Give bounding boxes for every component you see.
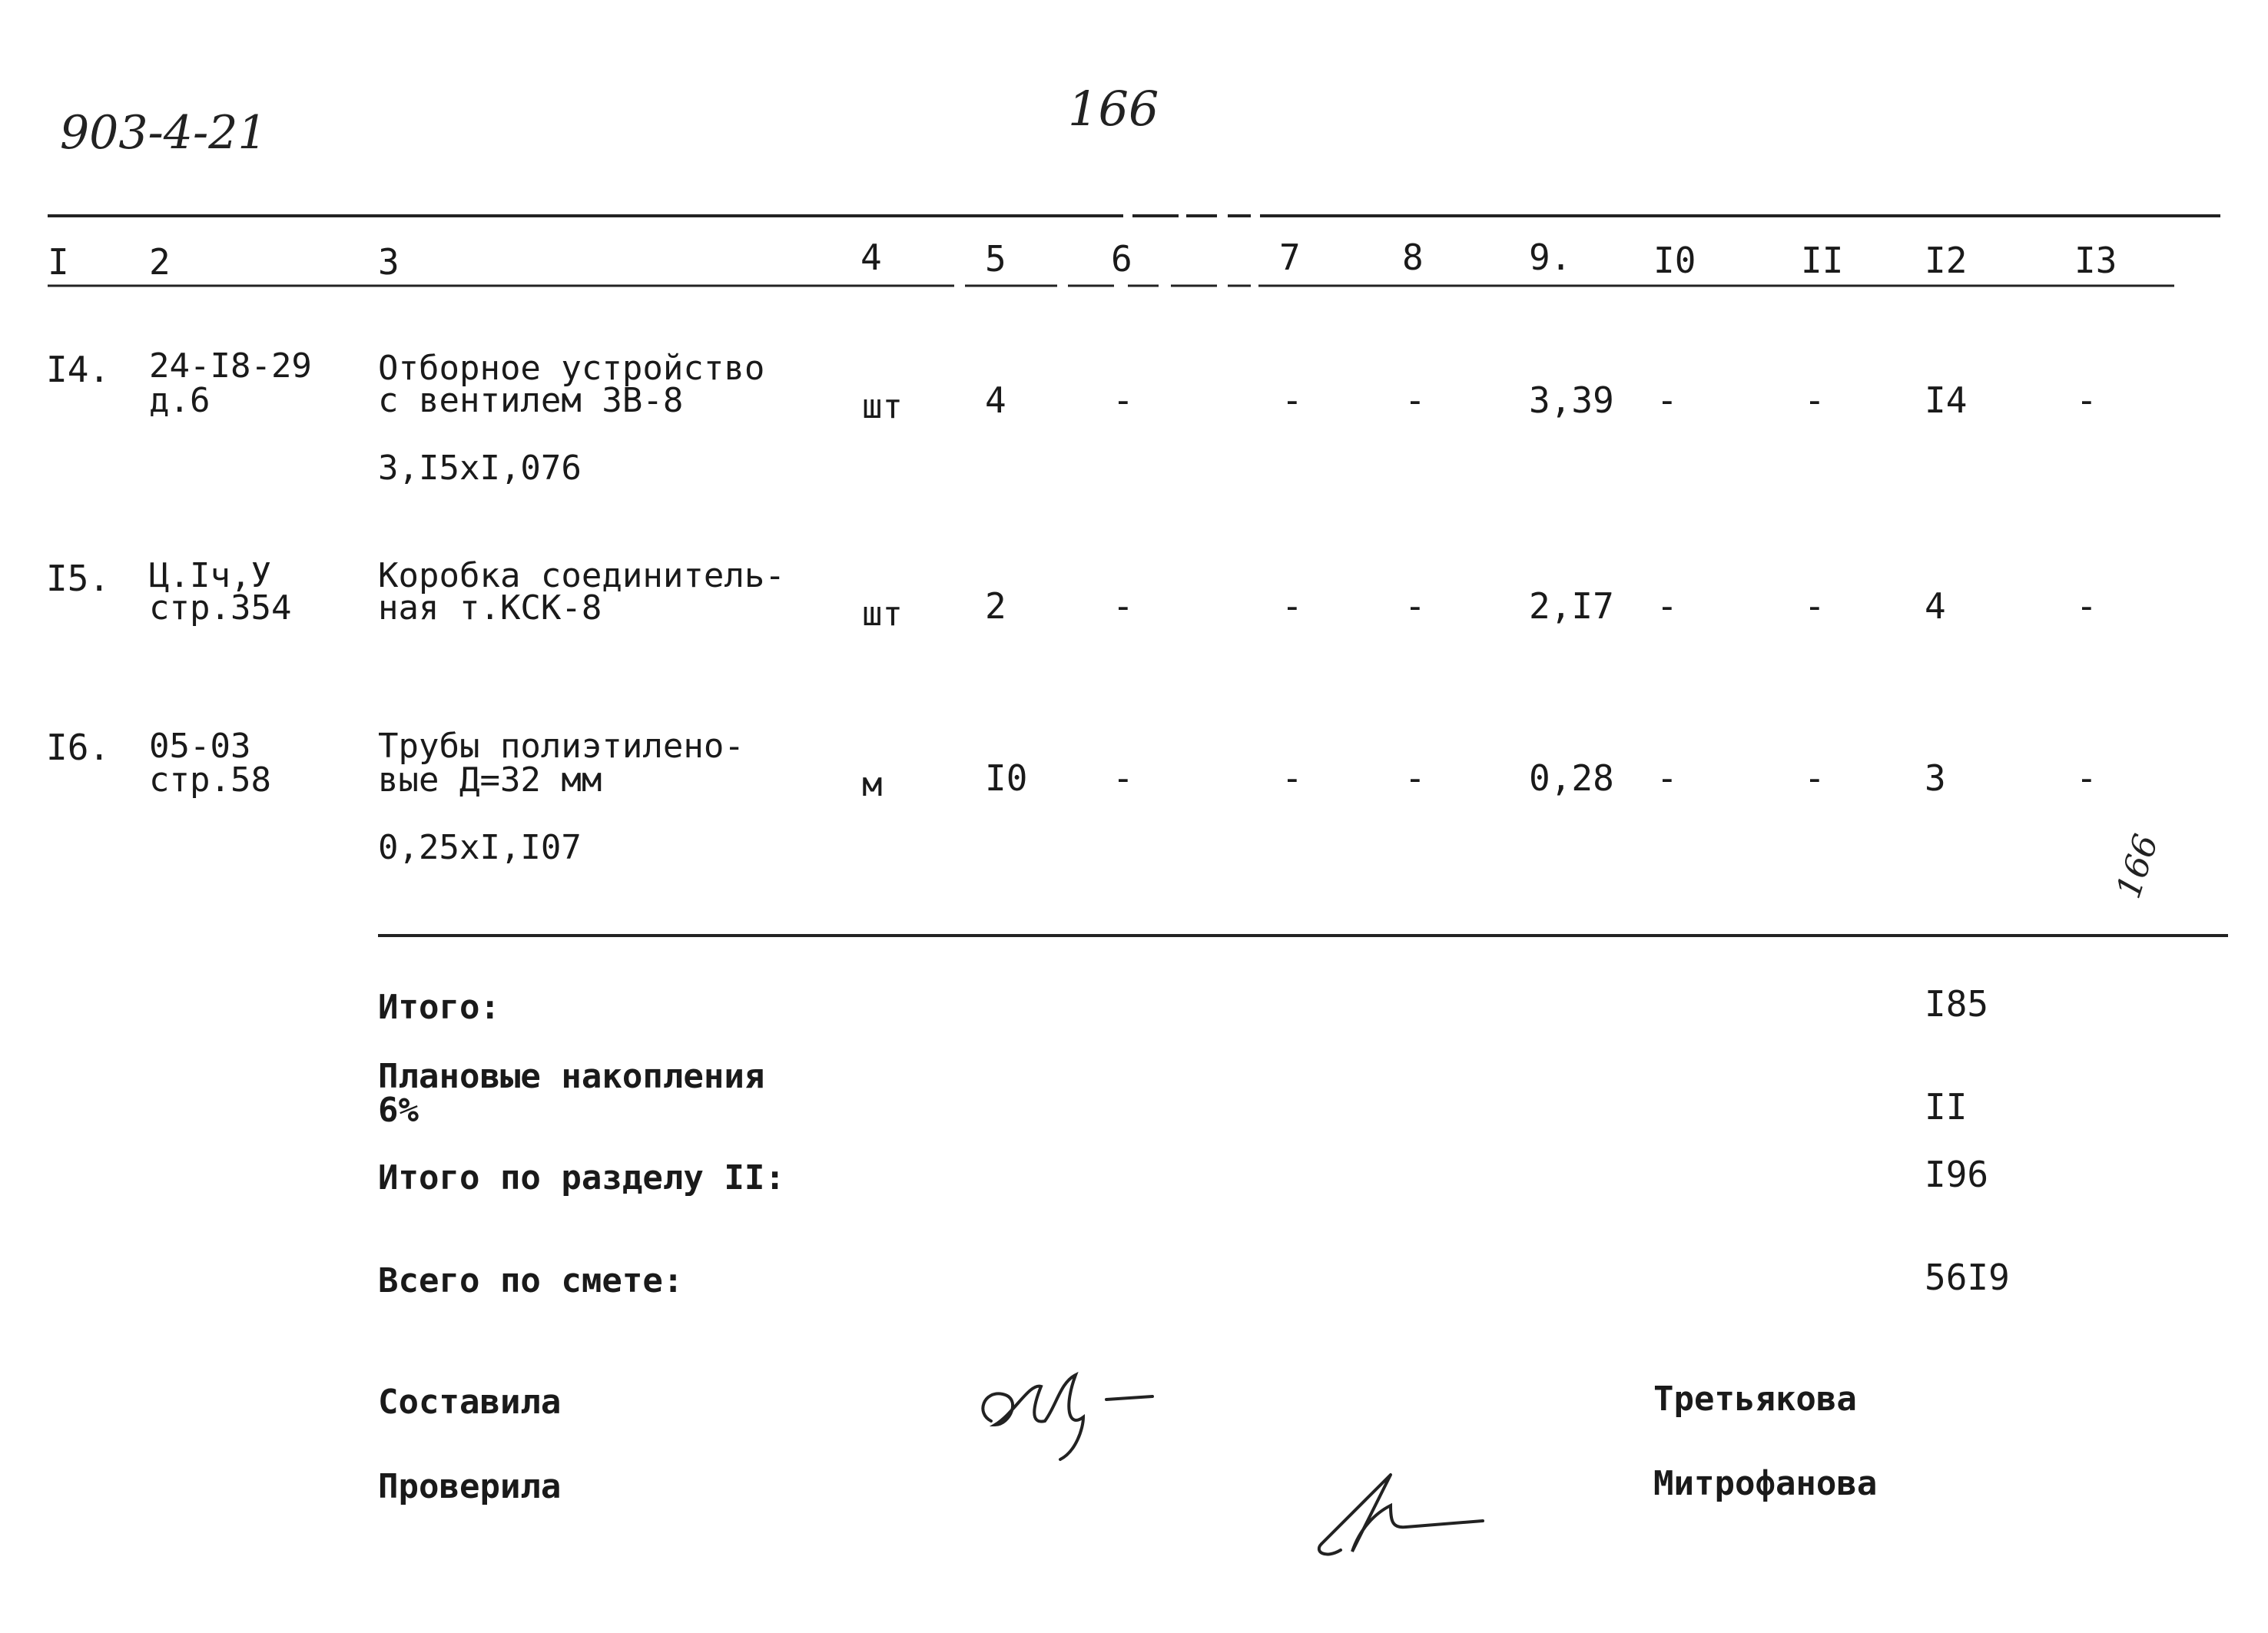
row-number: I5.: [46, 558, 111, 599]
row-col8: -: [1404, 585, 1426, 627]
header-col-12: I2: [1925, 240, 1968, 281]
signature-compiled: [968, 1352, 1168, 1467]
header-col-1: I: [48, 241, 69, 283]
row-col11: -: [1804, 585, 1825, 627]
row-name-line2: с вентилем ЗВ-8: [378, 381, 684, 420]
row-col8: -: [1404, 379, 1426, 421]
row-qty: I0: [985, 757, 1028, 799]
row-col13: -: [2076, 379, 2097, 421]
row-extra: 3,I5xI,076: [378, 449, 582, 488]
signature-checked: [1306, 1444, 1506, 1567]
row-col9: 0,28: [1529, 757, 1614, 799]
header-col-2: 2: [149, 241, 171, 283]
section-total-value: I96: [1925, 1154, 1989, 1195]
planned-savings-percent: 6%: [378, 1091, 419, 1130]
row-col13: -: [2076, 585, 2097, 627]
row-col11: -: [1804, 757, 1825, 799]
header-col-8: 8: [1402, 237, 1424, 278]
row-number: I4.: [46, 349, 111, 390]
planned-savings-value: II: [1925, 1086, 1968, 1128]
row-col6: -: [1112, 585, 1134, 627]
row-col10: -: [1656, 379, 1678, 421]
row-name-line1: Трубы полиэтилено-: [378, 727, 744, 766]
row-unit: шт: [862, 595, 903, 634]
row-col7: -: [1282, 585, 1303, 627]
row-col9: 2,I7: [1529, 585, 1614, 627]
compiled-by-label: Составила: [378, 1383, 562, 1422]
row-code-line2: стр.354: [149, 588, 292, 628]
margin-note-handwritten: 166: [2109, 830, 2167, 903]
row-col12: 3: [1925, 757, 1946, 799]
row-col7: -: [1282, 379, 1303, 421]
row-code-line2: стр.58: [149, 760, 271, 800]
row-col12: 4: [1925, 585, 1946, 627]
row-col12: I4: [1925, 379, 1968, 421]
row-extra: 0,25xI,I07: [378, 828, 582, 867]
row-col6: -: [1112, 379, 1134, 421]
row-qty: 4: [985, 379, 1006, 421]
row-col7: -: [1282, 757, 1303, 799]
row-name-line1: Коробка соединитель-: [378, 556, 785, 595]
row-number: I6.: [46, 727, 111, 768]
checked-by-name: Митрофанова: [1653, 1464, 1878, 1503]
row-col10: -: [1656, 757, 1678, 799]
row-name-line2: вые Д=32 мм: [378, 760, 602, 800]
section-total-label: Итого по разделу II:: [378, 1158, 785, 1197]
row-unit: шт: [862, 387, 903, 426]
header-col-7: 7: [1279, 237, 1301, 278]
row-code-line1: 05-03: [149, 727, 251, 766]
header-col-13: I3: [2074, 240, 2117, 281]
row-col9: 3,39: [1529, 379, 1614, 421]
row-code-line1: 24-I8-29: [149, 346, 312, 386]
header-col-9: 9.: [1529, 237, 1572, 278]
row-code-line1: Ц.Iч,У: [149, 556, 271, 595]
header-col-6: 6: [1111, 238, 1132, 280]
row-name-line2: ная т.КСК-8: [378, 588, 602, 628]
checked-by-label: Проверила: [378, 1467, 562, 1506]
row-col11: -: [1804, 379, 1825, 421]
row-qty: 2: [985, 585, 1006, 627]
header-col-10: I0: [1653, 240, 1696, 281]
row-col6: -: [1112, 757, 1134, 799]
header-col-3: 3: [378, 241, 400, 283]
grand-total-value: 56I9: [1925, 1257, 2010, 1298]
row-col10: -: [1656, 585, 1678, 627]
total-label: Итого:: [378, 988, 500, 1027]
header-col-4: 4: [860, 237, 882, 278]
row-col8: -: [1404, 757, 1426, 799]
header-col-5: 5: [985, 238, 1006, 280]
compiled-by-name: Третьякова: [1653, 1380, 1857, 1419]
total-value: I85: [1925, 983, 1989, 1025]
doc-number-handwritten: 903-4-21: [60, 106, 267, 160]
grand-total-label: Всего по смете:: [378, 1261, 684, 1300]
row-col13: -: [2076, 757, 2097, 799]
row-unit: м: [862, 765, 883, 804]
planned-savings-label: Плановые накопления: [378, 1057, 765, 1096]
header-col-11: II: [1801, 240, 1844, 281]
page-number-handwritten: 166: [1068, 81, 1159, 137]
row-name-line1: Отборное устройство: [378, 349, 765, 388]
row-code-line2: д.6: [149, 381, 211, 420]
